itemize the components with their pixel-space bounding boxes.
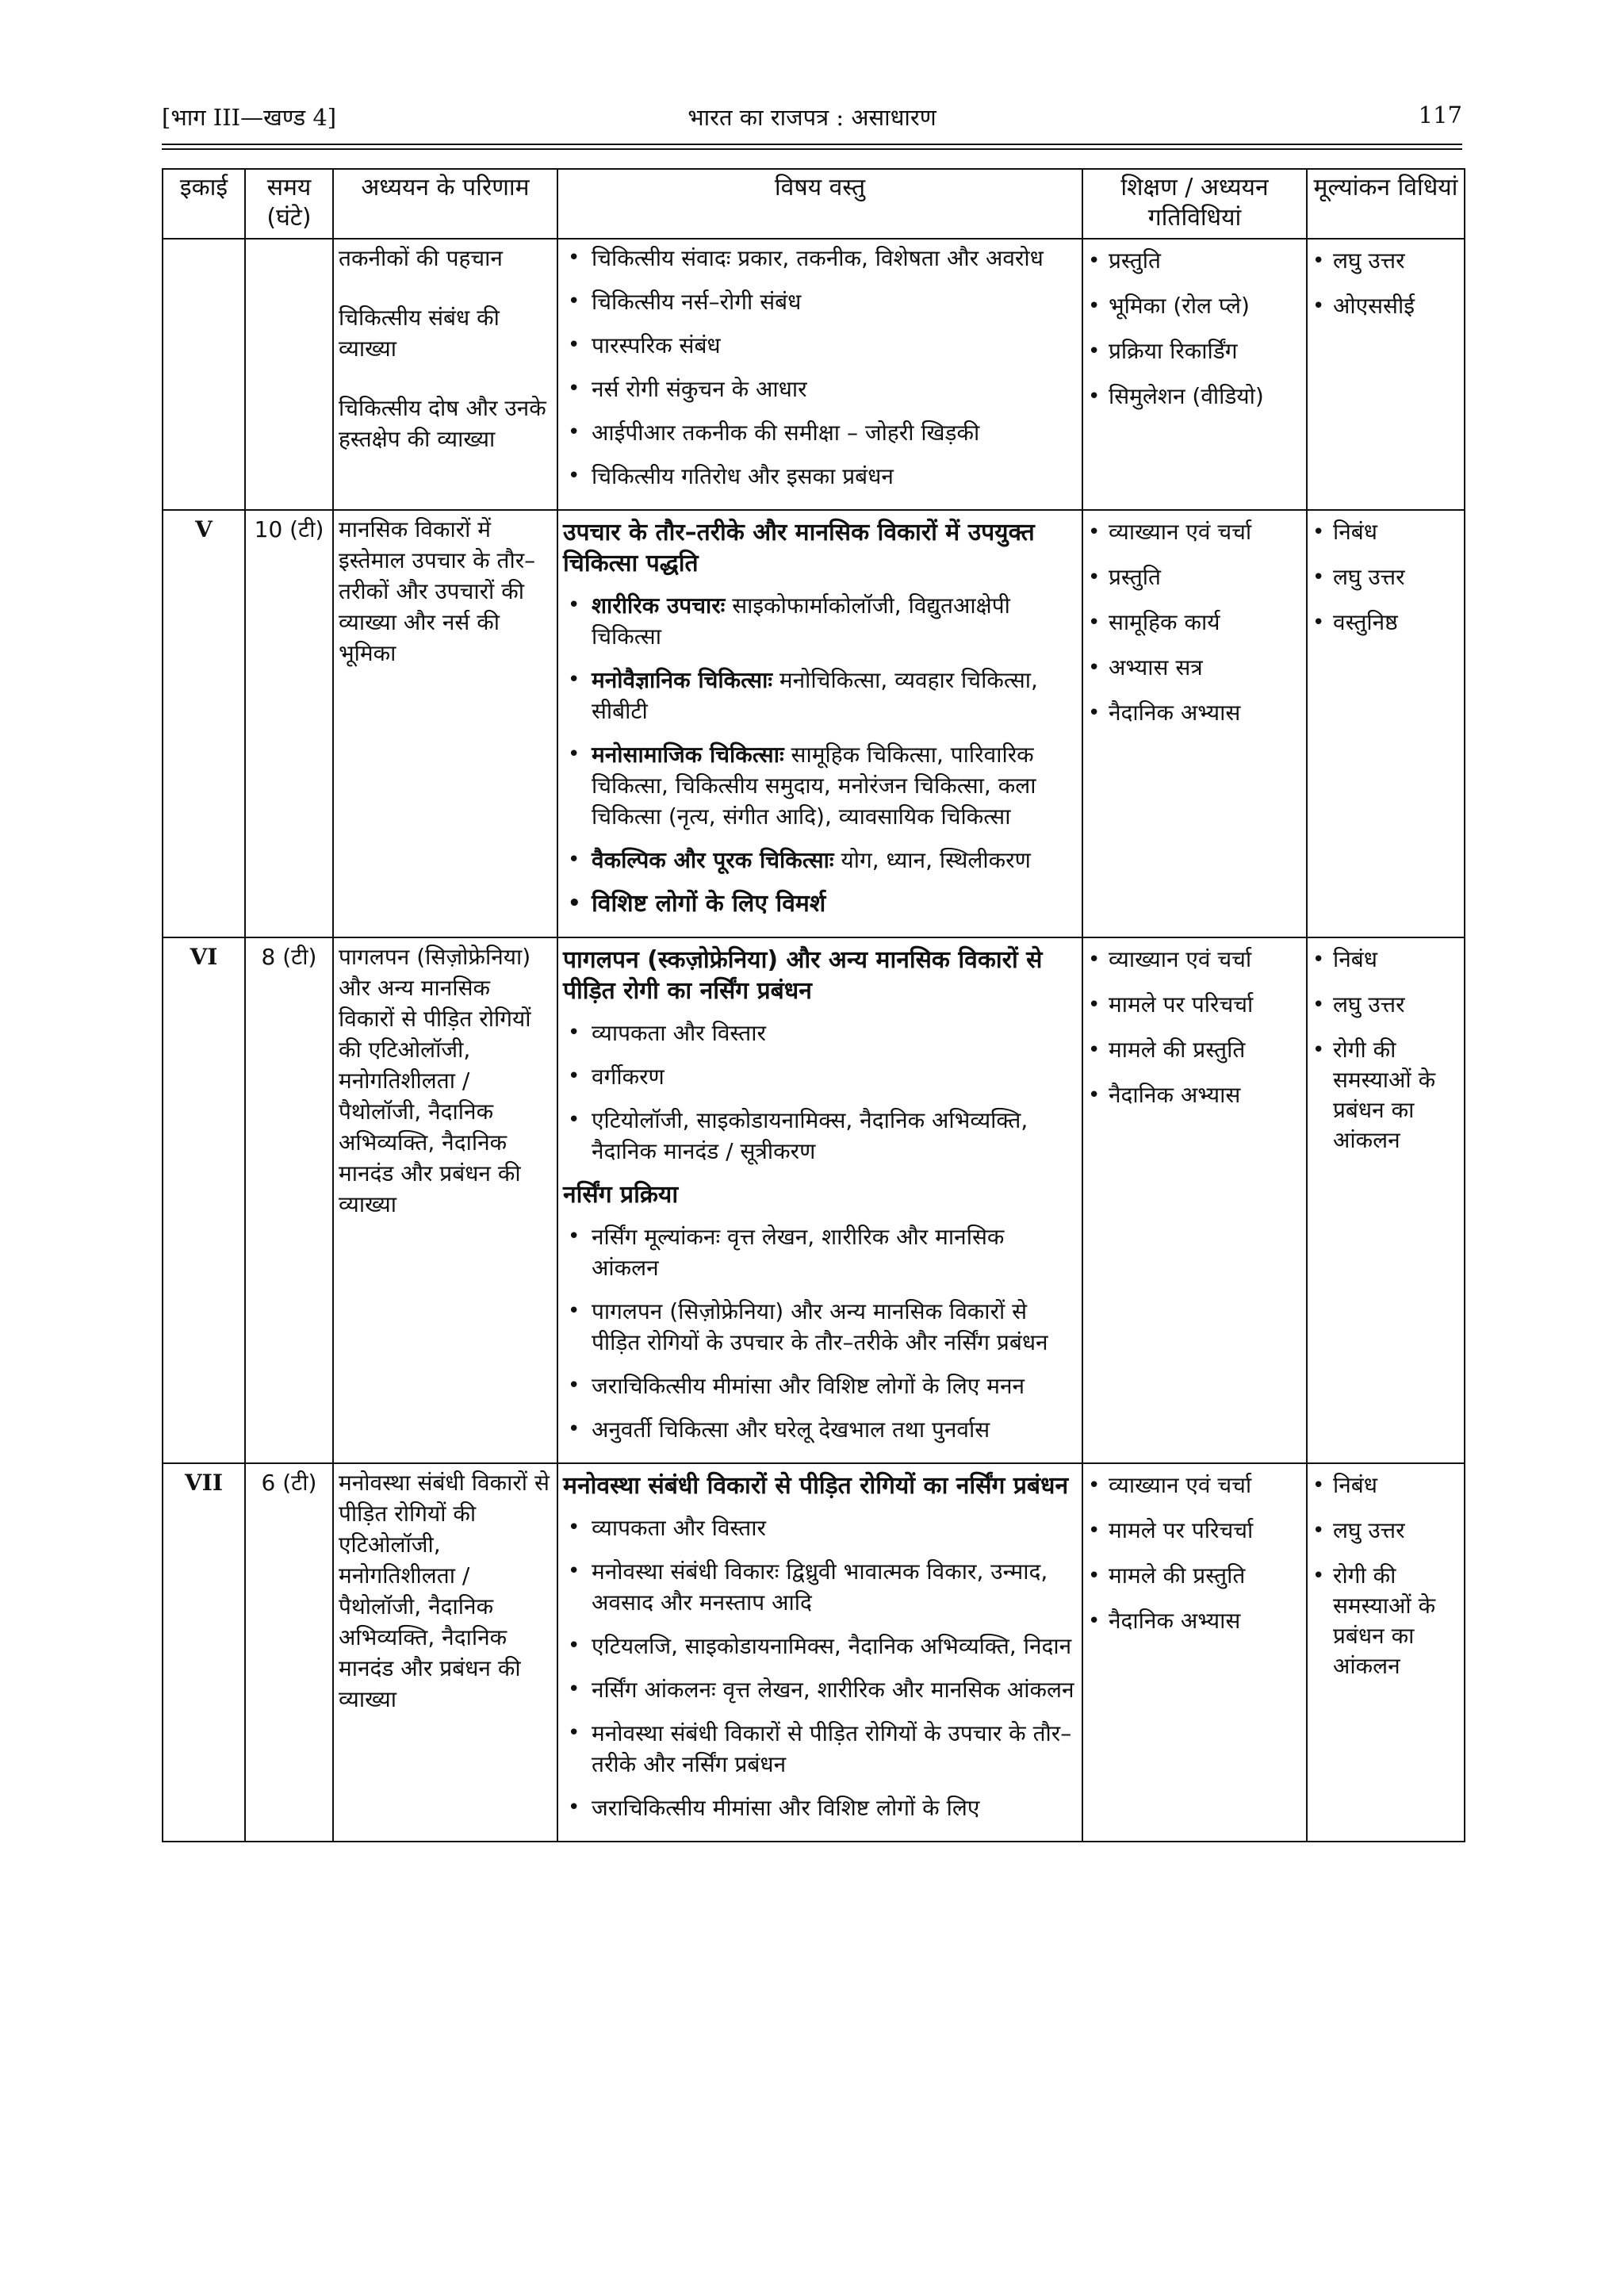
content-item-text: जराचिकित्सीय मीमांसा और विशिष्ट लोगों के लिए मनन — [592, 1373, 1025, 1399]
header-section-label: [भाग III—खण्ड 4] — [162, 104, 337, 131]
content-item-text: वर्गीकरण — [592, 1064, 665, 1090]
content-item — [563, 417, 1077, 448]
evaluation-item — [1312, 517, 1459, 547]
activities-item — [1088, 1470, 1301, 1501]
bullet-icon: • — [568, 1108, 580, 1132]
header-rule-top — [162, 144, 1462, 145]
bullet-icon: • — [568, 1721, 580, 1745]
bullet-icon: • — [1312, 520, 1325, 544]
bullet-icon: • — [1312, 1564, 1325, 1588]
activities-item-text: भूमिका (रोल प्ले) — [1109, 293, 1250, 319]
table-row — [163, 239, 1465, 510]
bullet-icon: • — [1088, 1564, 1101, 1588]
evaluation-item — [1312, 1561, 1459, 1681]
content-item — [563, 1792, 1077, 1823]
content-heading: पागलपन (स्कज़ोफ्रेनिया) और अन्य मानसिक विकारों से पीड़ित रोगी का नर्सिंग प्रबंधन — [563, 946, 1043, 1005]
bullet-icon: • — [1312, 249, 1325, 273]
activities-item — [1088, 246, 1301, 276]
column-header-unit: इकाई — [163, 169, 245, 239]
content-item — [563, 461, 1077, 492]
content-item-text: योग, ध्यान, स्थिलीकरण — [833, 847, 1031, 873]
activities-list — [1088, 1470, 1301, 1636]
activities-item — [1088, 381, 1301, 412]
activities-item — [1088, 698, 1301, 728]
bullet-icon: • — [568, 1634, 580, 1658]
content-heading: मनोवस्था संबंधी विकारों से पीड़ित रोगियों का नर्सिंग प्रबंधन — [563, 1472, 1069, 1500]
page-header — [162, 102, 1462, 136]
bullet-icon: • — [1312, 1474, 1325, 1497]
outcome-cell — [333, 510, 557, 937]
content-item — [563, 739, 1077, 832]
evaluation-item-text: लघु उत्तर — [1333, 1517, 1405, 1543]
time-cell — [245, 239, 333, 510]
content-item-label: मनोवैज्ञानिक चिकित्साः — [592, 667, 772, 693]
content-item-text: नर्सिंग मूल्यांकनः वृत्त लेखन, शारीरिक और मानसिक आंकलन — [592, 1224, 1005, 1281]
evaluation-item — [1312, 945, 1459, 975]
content-item — [563, 1105, 1077, 1167]
content-item — [563, 1370, 1077, 1401]
evaluation-item — [1312, 608, 1459, 638]
bullet-icon: • — [1088, 1083, 1101, 1107]
table-header-row — [163, 169, 1465, 239]
content-item-text: नर्स रोगी संकुचन के आधार — [592, 376, 807, 402]
evaluation-item-text: ओएससीई — [1333, 293, 1415, 319]
activities-item-text: मामले पर परिचर्चा — [1109, 991, 1254, 1018]
content-item-text: पारस्परिक संबंध — [592, 332, 721, 358]
evaluation-item-text: रोगी की समस्याओं के प्रबंधन का आंकलन — [1333, 1562, 1436, 1679]
evaluation-item-text: निबंध — [1333, 519, 1378, 545]
activities-cell — [1082, 510, 1307, 937]
content-item — [563, 1718, 1077, 1780]
content-item — [563, 1674, 1077, 1705]
content-cell — [557, 1463, 1082, 1842]
outcome-text: पागलपन (सिज़ोफ्रेनिया) और अन्य मानसिक विकारों से पीड़ित रोगियों की एटिओलॉजी, मनोगतिशीलता / पैथोलॉजी, नैदानिक अभिव्यक्ति, नैदानिक मानदंड और प्रबंधन की व्याख्या — [339, 944, 531, 1217]
outcome-cell — [333, 239, 557, 510]
activities-list — [1088, 517, 1301, 728]
activities-item — [1088, 291, 1301, 321]
bullet-icon: • — [568, 1796, 580, 1819]
evaluation-item-text: निबंध — [1333, 946, 1378, 972]
content-item — [563, 1061, 1077, 1092]
bullet-icon: • — [568, 1225, 580, 1248]
bullet-icon: • — [568, 1417, 580, 1441]
content-item-text: चिकित्सीय संवादः प्रकार, तकनीक, विशेषता और अवरोध — [592, 245, 1044, 271]
activities-item-text: व्याख्यान एवं चर्चा — [1109, 946, 1252, 972]
evaluation-cell — [1307, 937, 1465, 1463]
outcome-text: तकनीकों की पहचान — [339, 245, 503, 271]
bullet-icon: • — [568, 1677, 580, 1701]
content-item-text: अनुवर्ती चिकित्सा और घरेलू देखभाल तथा पुनर्वास — [592, 1416, 990, 1443]
header-rule-bottom — [162, 148, 1462, 150]
bullet-icon: • — [1088, 520, 1101, 544]
evaluation-item-text: लघु उत्तर — [1333, 247, 1405, 274]
content-item — [563, 1018, 1077, 1048]
bullet-icon: • — [1088, 339, 1101, 363]
content-item-text: एटियोलॉजी, साइकोडायनामिक्स, नैदानिक अभिव्यक्ति, नैदानिक मानदंड / सूत्रीकरण — [592, 1107, 1028, 1164]
content-item-text: साइकोफार्माकोलॉजी, विद्युतआक्षेपी चिकित्सा — [592, 592, 1010, 650]
time-cell: 6 (टी) — [245, 1463, 333, 1842]
outcome-text: मानसिक विकारों में इस्तेमाल उपचार के तौर–तरीकों और उपचारों की व्याख्या और नर्स की भूमिका — [339, 516, 536, 666]
outcome-cell — [333, 1463, 557, 1842]
column-header-content: विषय वस्तु — [557, 169, 1082, 239]
evaluation-cell — [1307, 510, 1465, 937]
evaluation-item-text: निबंध — [1333, 1472, 1378, 1498]
bullet-icon: • — [568, 891, 581, 915]
activities-cell — [1082, 1463, 1307, 1842]
content-item-text: चिकित्सीय गतिरोध और इसका प्रबंधन — [592, 463, 894, 489]
bullet-icon: • — [568, 333, 580, 357]
activities-item-text: व्याख्यान एवं चर्चा — [1109, 1472, 1252, 1498]
activities-item — [1088, 1516, 1301, 1546]
content-item — [563, 1556, 1077, 1618]
bullet-icon: • — [568, 668, 580, 692]
evaluation-item — [1312, 1035, 1459, 1156]
evaluation-item — [1312, 562, 1459, 592]
bullet-icon: • — [1088, 1519, 1101, 1543]
content-item — [563, 590, 1077, 652]
content-item-text: आईपीआर तकनीक की समीक्षा – जोहरी खिड़की — [592, 420, 980, 446]
evaluation-item-text: रोगी की समस्याओं के प्रबंधन का आंकलन — [1333, 1037, 1436, 1153]
outcome-text: चिकित्सीय संबंध की व्याख्या — [339, 305, 500, 362]
content-item — [563, 888, 1077, 919]
activities-item-text: सामूहिक कार्य — [1109, 609, 1220, 635]
content-item — [563, 374, 1077, 404]
evaluation-item — [1312, 990, 1459, 1020]
content-heading: उपचार के तौर–तरीके और मानसिक विकारों में उपयुक्त चिकित्सा पद्धति — [563, 519, 1035, 577]
table-row — [163, 937, 1465, 1463]
content-item — [563, 286, 1077, 317]
bullet-icon: • — [1088, 701, 1101, 725]
bullet-icon: • — [1088, 948, 1101, 972]
content-item-text: जराचिकित्सीय मीमांसा और विशिष्ट लोगों के लिए — [592, 1795, 980, 1821]
header-page-number: 117 — [1418, 102, 1462, 128]
activities-item-text: नैदानिक अभ्यास — [1109, 1082, 1241, 1108]
content-item-text: व्यापकता और विस्तार — [592, 1515, 766, 1541]
activities-item — [1088, 1035, 1301, 1065]
activities-item-text: मामले की प्रस्तुति — [1109, 1562, 1246, 1589]
activities-item — [1088, 562, 1301, 592]
bullet-icon: • — [568, 289, 580, 313]
content-item — [563, 330, 1077, 361]
activities-item-text: सिमुलेशन (वीडियो) — [1109, 383, 1264, 409]
activities-item-text: अभ्यास सत्र — [1109, 654, 1203, 680]
outcome-cell — [333, 937, 557, 1463]
content-item — [563, 1414, 1077, 1445]
evaluation-cell — [1307, 239, 1465, 510]
bullet-icon: • — [568, 1374, 580, 1397]
content-item — [563, 243, 1077, 274]
activities-item — [1088, 517, 1301, 547]
activities-item — [1088, 1561, 1301, 1591]
bullet-icon: • — [568, 593, 580, 617]
content-item — [563, 1296, 1077, 1358]
bullet-icon: • — [1088, 1474, 1101, 1497]
activities-list — [1088, 945, 1301, 1110]
content-heading: नर्सिंग प्रक्रिया — [563, 1181, 679, 1209]
bullet-icon: • — [568, 1299, 580, 1323]
bullet-icon: • — [1312, 565, 1325, 589]
content-item-text: सामूहिक चिकित्सा, पारिवारिक चिकित्सा, चिकित्सीय समुदाय, मनोरंजन चिकित्सा, कला चिकित्सा (नृत्य, संगीत आदि), व्यावसायिक चिकित्सा — [592, 742, 1036, 830]
bullet-icon: • — [1312, 993, 1325, 1017]
activities-item-text: मामले की प्रस्तुति — [1109, 1037, 1246, 1063]
activities-item — [1088, 990, 1301, 1020]
bullet-icon: • — [1312, 611, 1325, 634]
bullet-icon: • — [1088, 565, 1101, 589]
activities-item — [1088, 336, 1301, 366]
unit-cell: VI — [163, 937, 245, 1463]
activities-item — [1088, 653, 1301, 683]
unit-cell: V — [163, 510, 245, 937]
content-item — [563, 1221, 1077, 1283]
content-item-label: मनोसामाजिक चिकित्साः — [592, 742, 784, 768]
unit-cell: VII — [163, 1463, 245, 1842]
outcome-text: मनोवस्था संबंधी विकारों से पीड़ित रोगियों की एटिओलॉजी, मनोगतिशीलता / पैथोलॉजी, नैदानिक अभिव्यक्ति, नैदानिक मानदंड और प्रबंधन की व्याख्या — [339, 1470, 550, 1712]
time-cell: 10 (टी) — [245, 510, 333, 937]
bullet-icon: • — [1088, 294, 1101, 318]
activities-item — [1088, 1606, 1301, 1636]
bullet-icon: • — [1088, 656, 1101, 680]
content-item — [563, 1631, 1077, 1662]
activities-list — [1088, 246, 1301, 412]
activities-item — [1088, 1080, 1301, 1110]
evaluation-item — [1312, 1516, 1459, 1546]
outcome-text: चिकित्सीय दोष और उनके हस्तक्षेप की व्याख्या — [339, 395, 546, 452]
activities-item — [1088, 608, 1301, 638]
activities-item-text: व्याख्यान एवं चर्चा — [1109, 519, 1252, 545]
activities-item-text: प्रस्तुति — [1109, 564, 1161, 590]
content-item-text: व्यापकता और विस्तार — [592, 1020, 766, 1046]
bullet-icon: • — [1312, 948, 1325, 972]
bullet-icon: • — [568, 848, 580, 872]
content-item-label: वैकल्पिक और पूरक चिकित्साः — [592, 847, 834, 873]
unit-cell — [163, 239, 245, 510]
activities-cell — [1082, 937, 1307, 1463]
activities-item — [1088, 945, 1301, 975]
content-item-text: मनोवस्था संबंधी विकारों से पीड़ित रोगियों के उपचार के तौर–तरीके और नर्सिंग प्रबंधन — [592, 1720, 1072, 1777]
header-gazette-title: भारत का राजपत्र : असाधारण — [688, 104, 936, 131]
content-item-text: मनोवस्था संबंधी विकारः द्विध्रुवी भावात्मक विकार, उन्माद, अवसाद और मनस्ताप आदि — [592, 1558, 1048, 1616]
bullet-icon: • — [1088, 1038, 1101, 1062]
bullet-icon: • — [568, 1021, 580, 1045]
bullet-icon: • — [568, 1559, 580, 1583]
content-cell — [557, 239, 1082, 510]
table-body — [163, 239, 1465, 1842]
content-item-label: शारीरिक उपचारः — [592, 592, 726, 619]
table-row — [163, 510, 1465, 937]
time-cell: 8 (टी) — [245, 937, 333, 1463]
evaluation-item-text: वस्तुनिष्ठ — [1333, 609, 1398, 635]
activities-item-text: नैदानिक अभ्यास — [1109, 700, 1241, 726]
content-cell — [557, 510, 1082, 937]
bullet-icon: • — [568, 377, 580, 401]
evaluation-item — [1312, 1470, 1459, 1501]
bullet-icon: • — [1088, 385, 1101, 408]
evaluation-item-text: लघु उत्तर — [1333, 564, 1405, 590]
activities-item-text: मामले पर परिचर्चा — [1109, 1517, 1254, 1543]
content-item — [563, 665, 1077, 726]
bullet-icon: • — [1088, 611, 1101, 634]
column-header-evaluation: मूल्यांकन विधियां — [1307, 169, 1465, 239]
bullet-icon: • — [1088, 1609, 1101, 1633]
content-cell — [557, 937, 1082, 1463]
content-item-text: एटियलजि, साइकोडायनामिक्स, नैदानिक अभिव्यक्ति, निदान — [592, 1633, 1072, 1659]
bullet-icon: • — [1312, 294, 1325, 318]
activities-cell — [1082, 239, 1307, 510]
table-row — [163, 1463, 1465, 1842]
evaluation-list — [1312, 1470, 1459, 1681]
syllabus-table — [162, 168, 1465, 1842]
bullet-icon: • — [568, 1516, 580, 1539]
bullet-icon: • — [568, 420, 580, 444]
content-item — [563, 845, 1077, 876]
activities-item-text: प्रस्तुति — [1109, 247, 1161, 274]
content-item — [563, 1512, 1077, 1543]
content-item-text: विशिष्ट लोगों के लिए विमर्श — [592, 890, 826, 918]
evaluation-list — [1312, 517, 1459, 638]
bullet-icon: • — [1312, 1038, 1325, 1062]
evaluation-list — [1312, 246, 1459, 321]
content-item-text: नर्सिंग आंकलनः वृत्त लेखन, शारीरिक और मानसिक आंकलन — [592, 1677, 1074, 1703]
bullet-icon: • — [568, 1064, 580, 1088]
content-item-text: मनोचिकित्सा, व्यवहार चिकित्सा, सीबीटी — [592, 667, 1038, 724]
activities-item-text: प्रक्रिया रिकार्डिंग — [1109, 338, 1238, 364]
bullet-icon: • — [1312, 1519, 1325, 1543]
column-header-outcomes: अध्ययन के परिणाम — [333, 169, 557, 239]
bullet-icon: • — [1088, 993, 1101, 1017]
column-header-activities: शिक्षण / अध्ययन गतिविधियां — [1082, 169, 1307, 239]
evaluation-cell — [1307, 1463, 1465, 1842]
bullet-icon: • — [1088, 249, 1101, 273]
content-item-text: पागलपन (सिज़ोफ्रेनिया) और अन्य मानसिक विकारों से पीड़ित रोगियों के उपचार के तौर–तरीके और नर्सिंग प्रबंधन — [592, 1298, 1048, 1355]
evaluation-list — [1312, 945, 1459, 1156]
activities-item-text: नैदानिक अभ्यास — [1109, 1608, 1241, 1634]
bullet-icon: • — [568, 246, 580, 270]
column-header-time: समय (घंटे) — [245, 169, 333, 239]
content-item-text: चिकित्सीय नर्स–रोगी संबंध — [592, 289, 802, 315]
evaluation-item — [1312, 291, 1459, 321]
bullet-icon: • — [568, 742, 580, 766]
evaluation-item-text: लघु उत्तर — [1333, 991, 1405, 1018]
evaluation-item — [1312, 246, 1459, 276]
bullet-icon: • — [568, 464, 580, 488]
